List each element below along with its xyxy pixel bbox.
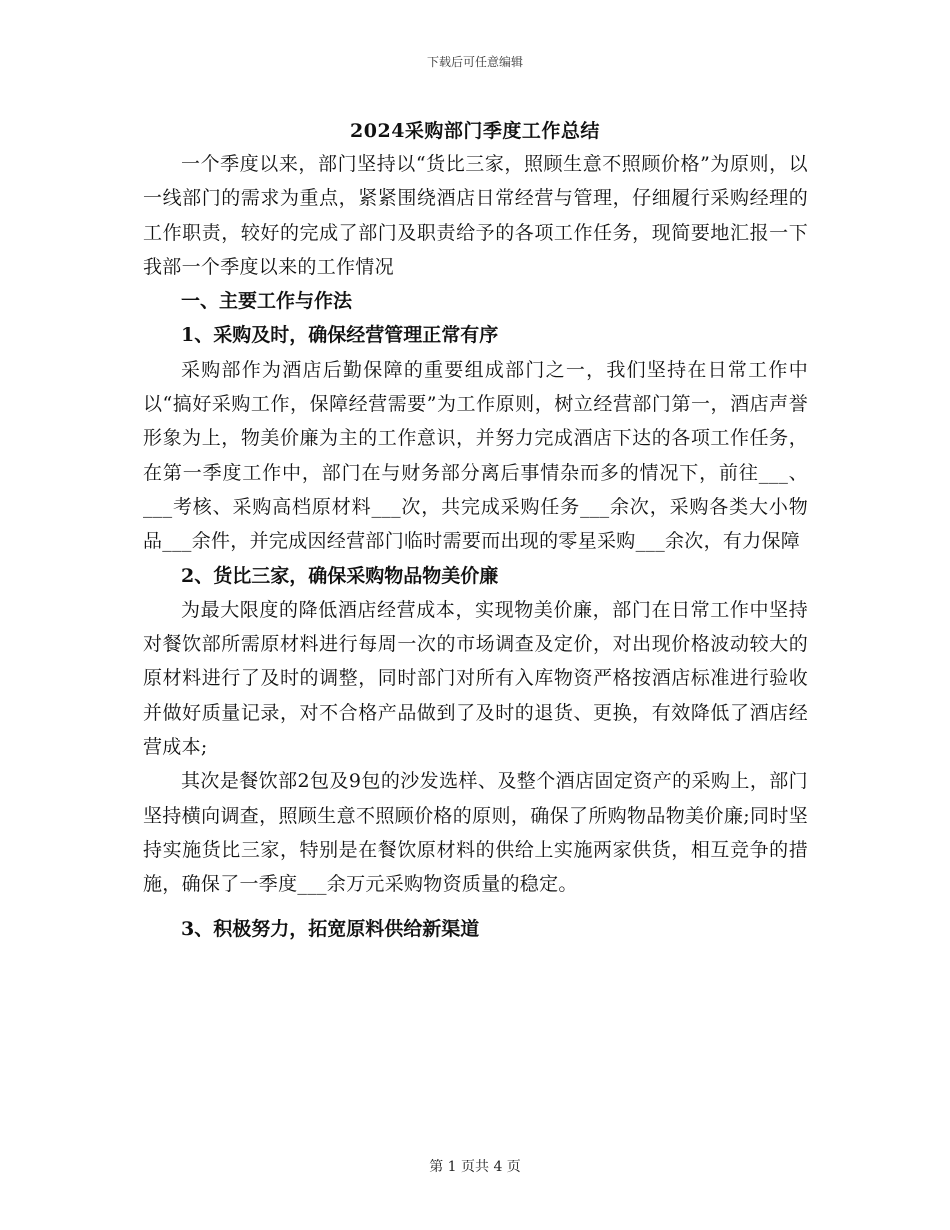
page-number: 第 1 页共 4 页 (429, 1159, 521, 1175)
page-header: 下载后可任意编辑 (426, 55, 523, 69)
document-title: 2024采购部门季度工作总结 (350, 120, 600, 142)
paragraph-timely-procurement: 采购部作为酒店后勤保障的重要组成部门之一，我们坚持在日常工作中以“搞好采购工作，保障经营需要”为工作原则，树立经营部门第一，酒店声誉形象为上，物美价廉为主的工作意识，并努力完成酒店下达的各项工作任务，在第一季度工作中，部门在与财务部分离后事情杂而多的情况下，前往___、___考核、采购高档原材料___次，共完成采购任务___余次，采购各类大小物品___余件，并完成因经营部门临时需要而出现的零星采购___余次，有力保障 (143, 358, 808, 553)
subsection-heading-timely-procurement: 1、采购及时，确保经营管理正常有序 (181, 324, 499, 347)
spacer (143, 902, 808, 912)
paragraph-cost-reduction: 为最大限度的降低酒店经营成本，实现物美价廉，部门在日常工作中坚持对餐饮部所需原材料进行每周一次的市场调查及定价，对出现价格波动较大的原材料进行了及时的调整，同时部门对所有入库物资严格按酒店标准进行验收并做好质量记录，对不合格产品做到了及时的退货、更换，有效降低了酒店经营成本; (143, 598, 808, 759)
document-body (143, 147, 808, 946)
paragraph-furniture-procurement: 其次是餐饮部2包及9包的沙发选样、及整个酒店固定资产的采购上，部门坚持横向调查，照顾生意不照顾价格的原则，确保了所购物品物美价廉;同时坚持实施货比三家，特别是在餐饮原材料的供给上实施两家供货，相互竞争的措施，确保了一季度___余万元采购物资质量的稳定。 (143, 770, 808, 896)
subsection-heading-compare-suppliers: 2、货比三家，确保采购物品物美价廉 (181, 564, 499, 587)
section-heading-main-work: 一、主要工作与作法 (181, 290, 353, 313)
subsection-heading-new-channels: 3、积极努力，拓宽原料供给新渠道 (181, 917, 480, 940)
intro-paragraph: 一个季度以来，部门坚持以“货比三家，照顾生意不照顾价格”为原则，以一线部门的需求为重点，紧紧围绕酒店日常经营与管理，仔细履行采购经理的工作职责，较好的完成了部门及职责给予的各项工作任务，现简要地汇报一下我部一个季度以来的工作情况 (143, 153, 808, 278)
